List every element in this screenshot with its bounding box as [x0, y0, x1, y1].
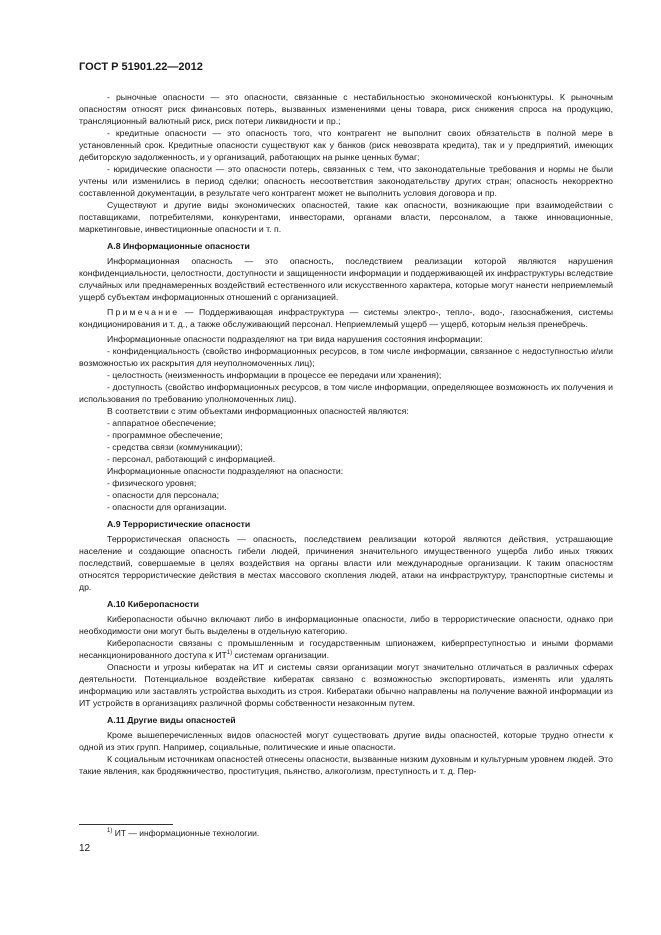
- section-heading-a11: А.11 Другие виды опасностей: [107, 715, 236, 725]
- paragraph: Существуют и другие виды экономических опасностей, такие как опасности, возникающие при взаимодействии с поставщиками, потребителями, конкурентами, инвесторами, органами власти, персоналом, а также инновационные, маркетинговые, инвестиционные опасности и т. п.: [79, 200, 613, 234]
- list-item: - аппаратное обеспечение;: [107, 418, 217, 428]
- paragraph: Информационные опасности подразделяют на три вида нарушения состояния информации:: [107, 334, 483, 344]
- paragraph: Информационная опасность — это опасность, последствием реализации которой являются нарушения конфиденциальности, целостности, доступности и защищенности информации и поддерживающей их инфраструктуры вследствие случайных или преднамеренных воздействий естественного или искусственного характера, которые могут нанести неприемлемый ущерб субъектам информационных отношений с организацией.: [79, 256, 613, 302]
- paragraph: - юридические опасности — это опасности потерь, связанных с тем, что законодательные требования и нормы не были учтены или изменились в период сделки; опасность несоответствия законодательству других стран; опасность некорректно составленной документации, в результате чего контрагент может не выполнить условия договора и пр.: [79, 164, 613, 198]
- footnote-divider: [79, 824, 173, 825]
- footnote-ref: 1): [226, 650, 233, 657]
- paragraph-text: системам организации.: [232, 650, 329, 660]
- list-item: - средства связи (коммуникации);: [107, 442, 243, 452]
- document-body: [79, 91, 613, 777]
- paragraph: Опасности и угрозы кибератак на ИТ и системы связи организации могут значительно отличаться в различных сферах деятельности. Потенциальное воздействие кибератак связано с возможностью экспортировать, изменять или удалять информацию или заставлять устройства выходить из строя. Кибератаки обычно направлены на получение важной информации из ИТ устройств в организациях различной формы собственности незаконным путем.: [79, 662, 613, 708]
- footnote-mark: 1): [107, 828, 113, 835]
- paragraph: [79, 637, 613, 661]
- list-item: - физического уровня;: [107, 478, 197, 488]
- section-heading-a8: А.8 Информационные опасности: [107, 241, 250, 251]
- list-item: - доступность (свойство информационных ресурсов, в том числе информации, определяющее возможность их получения и использования по требованию уполномоченных лиц).: [79, 382, 613, 404]
- paragraph: Киберопасности обычно включают либо в информационные опасности, либо в террористические опасности, однако при необходимости они могут быть выделены в отдельную категорию.: [79, 614, 613, 636]
- list-item: - опасности для организации.: [107, 502, 227, 512]
- note: [79, 306, 613, 330]
- paragraph: В соответствии с этим объектами информационных опасностей являются:: [107, 406, 409, 416]
- paragraph: Информационные опасности подразделяют на опасности:: [107, 466, 344, 476]
- list-item: - опасности для персонала;: [107, 490, 220, 500]
- paragraph: Террористическая опасность — опасность, последствием реализации которой являются действия, устрашающие население и создающие опасность гибели людей, причинения значительного имущественного ущерба либо иных тяжких последствий, совершаемые в целях воздействия на органы власти или международные организации. К таким опасностям относятся террористические действия в местах массового скопления людей, атаки на инфраструктуру, транспортные системы и др.: [79, 534, 613, 592]
- paragraph-text: Киберопасности связаны с промышленным и государственным шпионажем, киберпреступностью и иными формами несанкционированного доступа к ИТ: [79, 638, 613, 660]
- paragraph: К социальным источникам опасностей отнесены опасности, вызванные низким духовным и культурным уровнем людей. Это такие явления, как бродяжничество, проституция, пьянство, алкоголизм, преступность и т. д. Пер-: [79, 754, 613, 776]
- footnote-text: ИТ — информационные технологии.: [112, 828, 260, 838]
- section-heading-a10: А.10 Киберопасности: [107, 599, 199, 609]
- paragraph: - кредитные опасности — это опасность того, что контрагент не выполнит своих обязательств в полной мере в установленный срок. Кредитные опасности существуют как у банков (риск невозврата кредита), так и у предприятий, имеющих дебиторскую задолженность, и у организаций, работающих на рынке ценных бумаг;: [79, 128, 613, 162]
- note-label: Примечание: [107, 307, 180, 317]
- list-item: - персонал, работающий с информацией.: [107, 454, 276, 464]
- note-text: — Поддерживающая инфраструктура — системы электро-, тепло-, водо-, газоснабжения, системы кондиционирования и т. д., а также обслуживающий персонал. Неприемлемый ущерб — ущерб, которым нельзя пренебречь.: [79, 307, 613, 329]
- list-item: - конфиденциальность (свойство информационных ресурсов, в том числе информации, связанное с недоступностью и/или возможностью их раскрытия для неуполномоченных лиц);: [79, 346, 613, 368]
- section-heading-a9: А.9 Террористические опасности: [107, 519, 251, 529]
- page-number: 12: [79, 843, 91, 854]
- footnote: [107, 828, 259, 838]
- list-item: - целостность (неизменность информации в процессе ее передачи или хранения);: [107, 370, 442, 380]
- list-item: - программное обеспечение;: [107, 430, 223, 440]
- paragraph: - рыночные опасности — это опасности, связанные с нестабильностью экономической конъюнктуры. К рыночным опасностям относят риск финансовых потерь, вызванных изменениями цены товара, риск снижения спроса на продукцию, трансляционный валютный риск, риск потери ликвидности и пр.;: [79, 92, 613, 126]
- paragraph: Кроме вышеперечисленных видов опасностей могут существовать другие виды опасностей, которые трудно отнести к одной из этих групп. Например, социальные, политические и иные опасности.: [79, 730, 613, 752]
- page-header: ГОСТ Р 51901.22—2012: [79, 61, 203, 73]
